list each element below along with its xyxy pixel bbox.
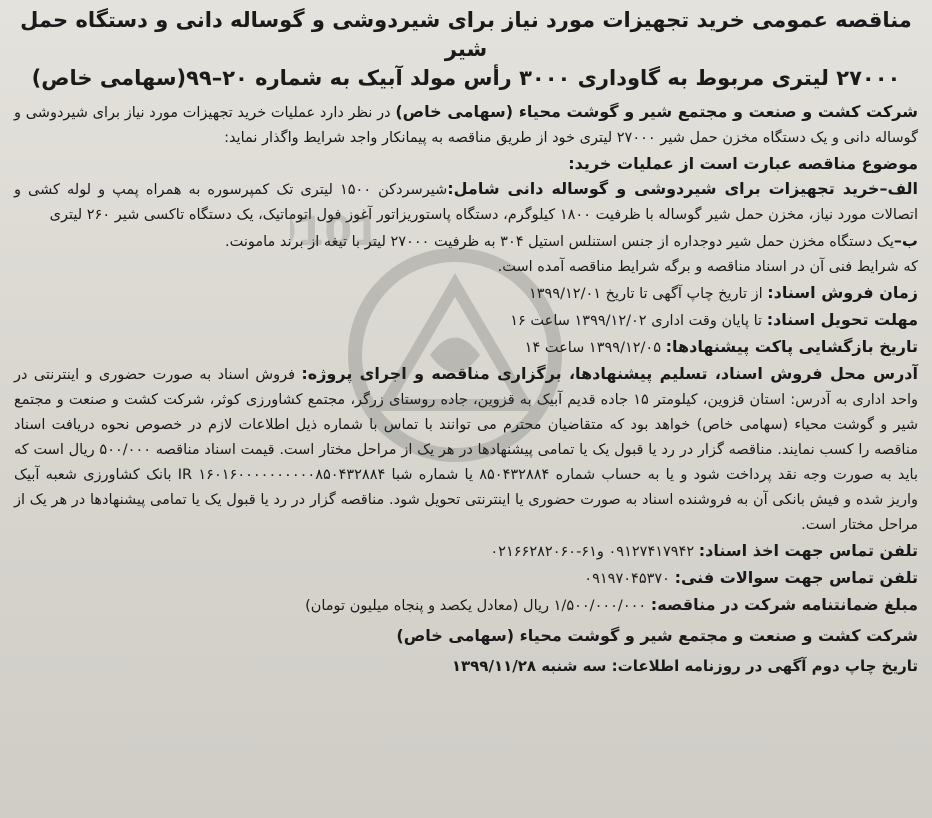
item-b-paragraph <box>14 228 918 255</box>
address-label: آدرس محل فروش اسناد، تسلیم پیشنهادها، برگزاری مناقصه و اجرای پروژه: <box>301 364 919 383</box>
address-text: فروش اسناد به صورت حضوری و اینترنتی در واحد اداری به آدرس: استان قزوین، کیلومتر ۱۵ جاده قدیم آبیک به قزوین، جاده روستای زرگر، مجتمع کشاورزی کوثر، شرکت کشت و صنعت و مجتمع شیر و گوشت محیاء (سهامی خاص) خواهد بود که متقاضیان محترم می توانند با تماس با شماره ذیل اطلاعات لازم در خصوص نحوه دریافت اسناد مناقصه را کسب نمایند. مناقصه گزار در رد یا قبول یک یا تمامی پیشنهادها در هر یک از مراحل مختار است. قیمت اسناد مناقصه ۵۰۰/۰۰۰ ریال است که باید به صورت وجه نقد پرداخت شود و یا به حساب شماره ۸۵۰۴۳۲۸۸۴ یا شماره شبا IR ۱۶۰۱۶۰۰۰۰۰۰۰۰۰۰۸۵۰۴۳۲۸۸۴ بانک کشاورزی شعبه آبیک واریز شده و فیش بانکی آن به فروشنده اسناد به صورت حضوری یا اینترنتی تحویل شود. مناقصه گزار در رد یا قبول یک یا تمامی پیشنهادها در هر یک از مراحل مختار است. <box>14 367 918 533</box>
conditions-note: که شرایط فنی آن در اسناد مناقصه و برگه شرایط مناقصه آمده است. <box>497 259 918 275</box>
opening-date-label: تاریخ بازگشایی پاکت پیشنهادها: <box>665 337 918 356</box>
subject-heading: موضوع مناقصه عبارت است از عملیات خرید: <box>568 154 918 173</box>
guarantee-row <box>14 592 918 619</box>
intro-text: در نظر دارد عملیات خرید تجهیزات مورد نیاز برای شیردوشی و گوساله دانی و یک دستگاه مخزن حمل شیر ۲۷۰۰۰ لیتری خود از طریق مناقصه به پیمانکار واجد شرایط واگذار نماید: <box>14 105 918 146</box>
item-b-label: ب– <box>893 231 918 250</box>
docs-phone-row <box>14 538 918 565</box>
docs-phone-label: تلفن تماس جهت اخذ اسناد: <box>698 541 918 560</box>
docs-phone-value: ۰۹۱۲۷۴۱۷۹۴۲ و۶۱-۰۲۱۶۶۲۸۲۰۶۰ <box>490 544 699 560</box>
intro-company-name: شرکت کشت و صنعت و مجتمع شیر و گوشت محیاء (سهامی خاص) <box>395 102 918 121</box>
item-b-text: یک دستگاه مخزن حمل شیر دوجداره از جنس استنلس استیل ۳۰۴ به ظرفیت ۲۷۰۰۰ لیتر با تیغه از برند مامونت. <box>224 234 894 250</box>
notice-title-line-1: مناقصه عمومی خرید تجهیزات مورد نیاز برای شیردوشی و گوساله دانی و دستگاه حمل شیر <box>20 8 912 61</box>
delivery-deadline-row <box>14 307 918 334</box>
guarantee-value: ۱/۵۰۰/۰۰۰/۰۰۰ ریال (معادل یکصد و پنجاه میلیون تومان) <box>305 598 651 614</box>
opening-date-row <box>14 334 918 361</box>
address-paragraph <box>14 361 918 538</box>
item-a-label: الف–خرید تجهیزات برای شیردوشی و گوساله دانی شامل: <box>447 179 919 198</box>
footer-print-date: تاریخ چاپ دوم آگهی در روزنامه اطلاعات: سه شنبه ۱۳۹۹/۱۱/۲۸ <box>451 657 918 675</box>
sale-time-row <box>14 280 918 307</box>
delivery-deadline-value: تا پایان وقت اداری ۱۳۹۹/۱۲/۰۲ ساعت ۱۶ <box>510 313 767 329</box>
opening-date-value: ۱۳۹۹/۱۲/۰۵ ساعت ۱۴ <box>524 340 666 356</box>
tech-phone-value: ۰۹۱۹۷۰۴۵۳۷۰ <box>584 571 675 587</box>
delivery-deadline-label: مهلت تحویل اسناد: <box>766 310 918 329</box>
sale-time-value: از تاریخ چاپ آگهی تا تاریخ ۱۳۹۹/۱۲/۰۱ <box>528 286 768 302</box>
item-a-text: شیرسردکن ۱۵۰۰ لیتری تک کمپرسوره به همراه پمپ و لوله کشی و اتصالات مورد نیاز، مخزن حمل شیر گوساله با ظرفیت ۱۸۰۰ کیلوگرم، دستگاه پاستوریزاتور آغوز فول اتوماتیک، یک دستگاه تاکسی شیر ۲۶۰ لیتری <box>14 182 918 223</box>
svg-text:010101: 101 <box>296 209 380 255</box>
guarantee-label: مبلغ ضمانتنامه شرکت در مناقصه: <box>650 595 918 614</box>
signature-company: شرکت کشت و صنعت و مجتمع شیر و گوشت محیاء (سهامی خاص) <box>396 626 918 645</box>
sale-time-label: زمان فروش اسناد: <box>767 283 918 302</box>
item-a-paragraph <box>14 176 918 228</box>
intro-paragraph <box>14 99 918 151</box>
tech-phone-row <box>14 565 918 592</box>
notice-title-line-2: ۲۷۰۰۰ لیتری مربوط به گاوداری ۳۰۰۰ رأس مولد آبیک به شماره ۲۰–۹۹(سهامی خاص) <box>31 66 901 90</box>
tech-phone-label: تلفن تماس جهت سوالات فنی: <box>674 568 918 587</box>
